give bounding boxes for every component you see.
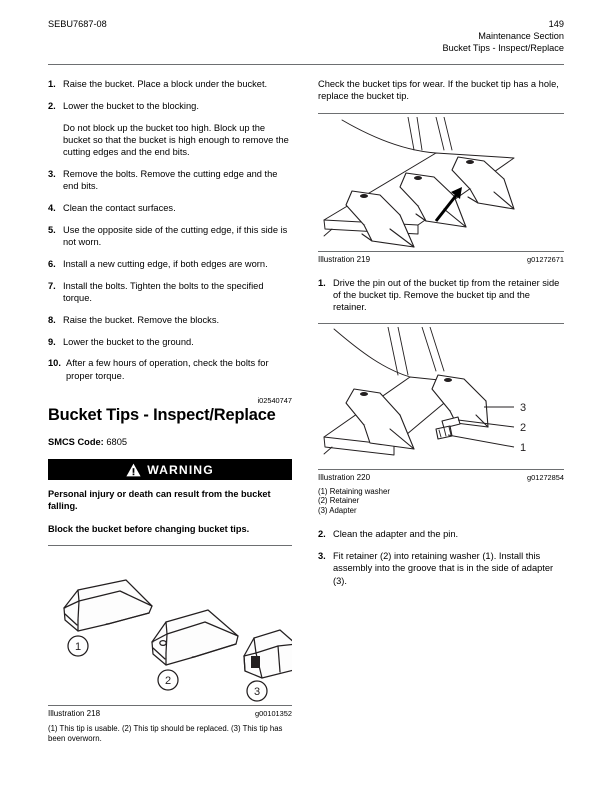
warning-text-primary: Personal injury or death can result from the bucket falling. (48, 489, 271, 511)
figure-218-callout-1: 1 (74, 641, 82, 654)
list-item (48, 357, 292, 382)
figure-220-top-divider (318, 323, 564, 324)
figure-220-callout-2: 2 (520, 421, 527, 434)
bucket-tips-on-bucket-edge-art (318, 117, 564, 249)
list-item (318, 528, 564, 540)
step-text: Raise the bucket. Place a block under the bucket. (63, 79, 268, 89)
list-item (48, 78, 292, 90)
step-number: 3. (48, 168, 56, 179)
warning-divider (48, 545, 292, 546)
figure-219-caption: Illustration 219 (318, 254, 371, 264)
smcs-label: SMCS Code: (48, 437, 104, 448)
page-title: Bucket Tips - Inspect/Replace (48, 406, 276, 425)
warning-triangle-icon (126, 463, 141, 477)
step-number: 2. (318, 529, 326, 540)
step-text: Lower the bucket to the blocking. (63, 100, 199, 111)
step-text: Raise the bucket. Remove the blocks. (63, 314, 220, 325)
list-item (48, 258, 292, 270)
figure-220-code: g01272854 (527, 472, 564, 482)
smcs-value: 6805 (106, 437, 128, 448)
list-item (48, 168, 292, 193)
figure-220-legend-item: (2) Retainer (318, 496, 360, 506)
list-item (48, 224, 292, 249)
step-number: 7. (48, 280, 56, 291)
step-number: 5. (48, 224, 56, 235)
step-text: Remove the bolts. Remove the cutting edge and the end bits. (63, 168, 278, 192)
step-number: 4. (48, 203, 56, 214)
step-number: 2. (48, 100, 56, 111)
figure-220 (318, 323, 564, 515)
figure-218 (48, 558, 292, 743)
step-number: 9. (48, 336, 56, 347)
figure-218-divider (48, 705, 292, 706)
figure-220-callout-1: 1 (520, 441, 527, 454)
figure-220-caption-line (318, 473, 564, 483)
list-item (48, 100, 292, 112)
figure-220-callout-3: 3 (520, 401, 527, 414)
left-column (48, 78, 292, 748)
header-right-block (442, 18, 564, 55)
three-bucket-tips-wear-comparison-art (48, 558, 292, 703)
figure-220-caption: Illustration 220 (318, 472, 371, 482)
smcs-code (48, 436, 292, 448)
figure-218-code: g00101352 (255, 709, 292, 719)
figure-220-legend-item: (1) Retaining washer (318, 486, 390, 496)
figure-220-leader-1 (448, 435, 514, 447)
right-column (318, 78, 564, 596)
step-text: Clean the contact surfaces. (63, 203, 176, 214)
figure-219 (318, 113, 564, 265)
warning-text-secondary: Block the bucket before changing bucket tips. (48, 523, 250, 534)
figure-220-legend (318, 487, 564, 515)
section-name: Maintenance Section (478, 31, 564, 42)
topic-name: Bucket Tips - Inspect/Replace (442, 43, 564, 54)
list-item (318, 550, 564, 587)
figure-219-code: g01272671 (527, 254, 564, 264)
step-number: 1. (318, 277, 326, 288)
figure-219-top-divider (318, 113, 564, 114)
figure-218-legend: (1) This tip is usable. (2) This tip should be replaced. (3) This tip has been overworn. (48, 724, 283, 744)
step-number: 3. (318, 551, 326, 561)
list-item (318, 277, 564, 314)
step-number: 8. (48, 314, 56, 325)
warning-label: WARNING (147, 462, 214, 477)
figure-218-callout-2: 2 (164, 675, 172, 688)
step-text: Install the bolts. Tighten the bolts to the specified torque. (63, 280, 264, 304)
figure-218-caption: Illustration 218 (48, 709, 101, 719)
step-text: Clean the adapter and the pin. (333, 529, 459, 540)
step-text: Drive the pin out of the bucket tip from the retainer side of the bucket tip. Remove the bucket tip and the retainer. (333, 277, 560, 313)
step-text: Use the opposite side of the cutting edge, if this side is not worn. (63, 224, 288, 248)
step-number: 1. (48, 79, 56, 89)
warning-banner (48, 459, 292, 480)
figure-219-caption-line (318, 255, 564, 265)
figure-220-divider (318, 469, 564, 470)
blocking-note: Do not block up the bucket too high. Block up the bucket so that the bucket is high enough to remove the cutting edges and the end bits. (63, 122, 289, 158)
figure-218-caption-line (48, 709, 292, 719)
header-divider (48, 64, 564, 65)
figure-219-divider (318, 251, 564, 252)
bucket-tip-adapter-exploded-art (318, 327, 564, 467)
step-number: 6. (48, 258, 56, 269)
step-text: Lower the bucket to the ground. (63, 336, 194, 347)
wear-check-intro: Check the bucket tips for wear. If the bucket tip has a hole, replace the bucket tip. (318, 79, 559, 102)
figure-218-callout-3: 3 (253, 686, 261, 699)
step-number: 10. (48, 358, 61, 369)
step-text: After a few hours of operation, check the bolts for proper torque. (66, 358, 269, 381)
list-item (48, 202, 292, 214)
page-header (48, 18, 564, 55)
list-item (48, 314, 292, 326)
list-item (48, 336, 292, 348)
figure-220-legend-item: (3) Adapter (318, 505, 357, 515)
document-id: i02540747 (257, 396, 292, 406)
step-text: Fit retainer (2) into retaining washer (1). Install this assembly into the groove that is in the side of adapter (3). (333, 551, 554, 586)
publication-number: SEBU7687-08 (48, 19, 107, 29)
list-item (48, 280, 292, 305)
page-number: 149 (548, 19, 564, 29)
step-text: Install a new cutting edge, if both edges are worn. (63, 258, 268, 269)
